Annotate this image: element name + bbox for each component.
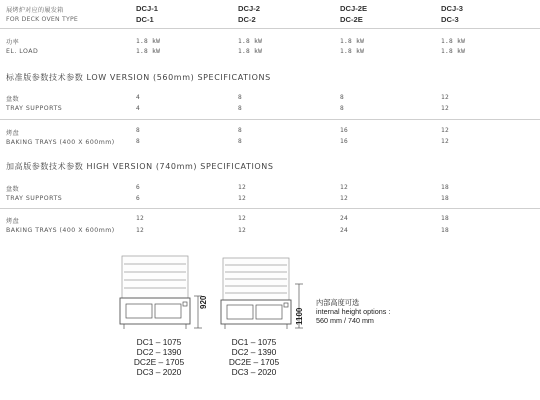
low-trays-value: 12: [441, 138, 450, 145]
height-options-note: [316, 298, 390, 325]
load-value: 1.8 kW: [441, 38, 466, 45]
low-trays-value: 8: [238, 127, 243, 134]
high-trays-value: 12: [136, 215, 145, 222]
low-trays-value: 16: [340, 138, 349, 145]
high-supports-value: 12: [340, 184, 349, 191]
low-width-dc2: DC2 – 1390: [136, 347, 182, 357]
high-trays-value: 12: [136, 227, 145, 234]
load-value: 1.8 kW: [136, 38, 161, 45]
low-width-dc3: DC3 – 2020: [136, 367, 182, 377]
low-height-label: 920: [199, 295, 208, 309]
low-trays-label-en: BAKING TRAYS (400 X 600mm): [6, 139, 115, 146]
low-supports-value: 4: [136, 94, 141, 101]
low-width-dc2e: DC2E – 1705: [133, 357, 185, 367]
high-trays-value: 24: [340, 227, 349, 234]
low-supports-label-en: TRAY SUPPORTS: [6, 105, 63, 112]
high-width-dc3: DC3 – 2020: [231, 367, 277, 377]
high-trays-value: 18: [441, 215, 450, 222]
low-trays-label-cn: 烤盘: [6, 130, 19, 137]
high-width-dc1: DC1 – 1075: [231, 337, 277, 347]
low-supports-value: 8: [238, 94, 243, 101]
high-supports-value: 12: [340, 195, 349, 202]
low-supports-value: 8: [340, 105, 345, 112]
load-value: 1.8 kW: [340, 38, 365, 45]
low-widths-list: [124, 337, 194, 377]
high-supports-label-cn: 盘数: [6, 186, 19, 193]
low-supports-value: 4: [136, 105, 141, 112]
high-trays-value: 18: [441, 227, 450, 234]
load-label-en: EL. LOAD: [6, 48, 39, 55]
high-trays-value: 24: [340, 215, 349, 222]
low-width-dc1: DC1 – 1075: [136, 337, 182, 347]
high-supports-label-en: TRAY SUPPORTS: [6, 195, 63, 202]
low-trays-value: 12: [441, 127, 450, 134]
low-trays-value: 16: [340, 127, 349, 134]
note-line-en: internal height options :: [316, 307, 391, 316]
low-supports-value: 8: [340, 94, 345, 101]
header-title-en: FOR DECK OVEN TYPE: [6, 16, 79, 23]
high-trays-label-cn: 烤盘: [6, 218, 19, 225]
load-value: 1.8 kW: [441, 48, 466, 55]
high-trays-value: 12: [238, 227, 247, 234]
high-width-dc2: DC2 – 1390: [231, 347, 277, 357]
note-line-values: 560 mm / 740 mm: [316, 316, 374, 325]
high-supports-value: 12: [238, 184, 247, 191]
low-proofer-drawing: [118, 254, 218, 334]
note-line-cn: 内部高度可选: [316, 298, 360, 307]
low-trays-value: 8: [238, 138, 243, 145]
load-value: 1.8 kW: [340, 48, 365, 55]
load-value: 1.8 kW: [238, 48, 263, 55]
model-top-3: DCJ-2E: [340, 4, 368, 13]
high-supports-value: 6: [136, 184, 141, 191]
divider: [0, 208, 540, 209]
low-supports-value: 12: [441, 94, 450, 101]
high-supports-value: 18: [441, 184, 450, 191]
load-label-cn: 功率: [6, 39, 19, 46]
model-bottom-4: DC-3: [441, 15, 459, 24]
divider: [0, 28, 540, 29]
low-trays-value: 8: [136, 138, 141, 145]
model-top-1: DCJ-1: [136, 4, 158, 13]
high-section-title: 加高版参数技术参数 HIGH VERSION (740mm) SPECIFICATIONS: [6, 162, 274, 171]
high-trays-label-en: BAKING TRAYS (400 X 600mm): [6, 227, 115, 234]
low-section-title: 标准版参数技术参数 LOW VERSION (560mm) SPECIFICATIONS: [6, 73, 271, 82]
model-bottom-1: DC-1: [136, 15, 154, 24]
high-supports-value: 18: [441, 195, 450, 202]
model-top-2: DCJ-2: [238, 4, 260, 13]
high-supports-value: 6: [136, 195, 141, 202]
model-bottom-2: DC-2: [238, 15, 256, 24]
high-trays-value: 12: [238, 215, 247, 222]
header-title-cn: 展烤炉对应的履发箱: [6, 7, 64, 14]
high-width-dc2e: DC2E – 1705: [228, 357, 280, 367]
high-proofer-drawing: [219, 254, 319, 334]
low-trays-value: 8: [136, 127, 141, 134]
low-supports-label-cn: 盘数: [6, 96, 19, 103]
low-supports-value: 12: [441, 105, 450, 112]
load-value: 1.8 kW: [238, 38, 263, 45]
model-top-4: DCJ-3: [441, 4, 463, 13]
high-height-label: 1100: [295, 307, 304, 325]
high-supports-value: 12: [238, 195, 247, 202]
low-supports-value: 8: [238, 105, 243, 112]
model-bottom-3: DC-2E: [340, 15, 363, 24]
high-widths-list: [219, 337, 289, 377]
load-value: 1.8 kW: [136, 48, 161, 55]
divider: [0, 119, 540, 120]
